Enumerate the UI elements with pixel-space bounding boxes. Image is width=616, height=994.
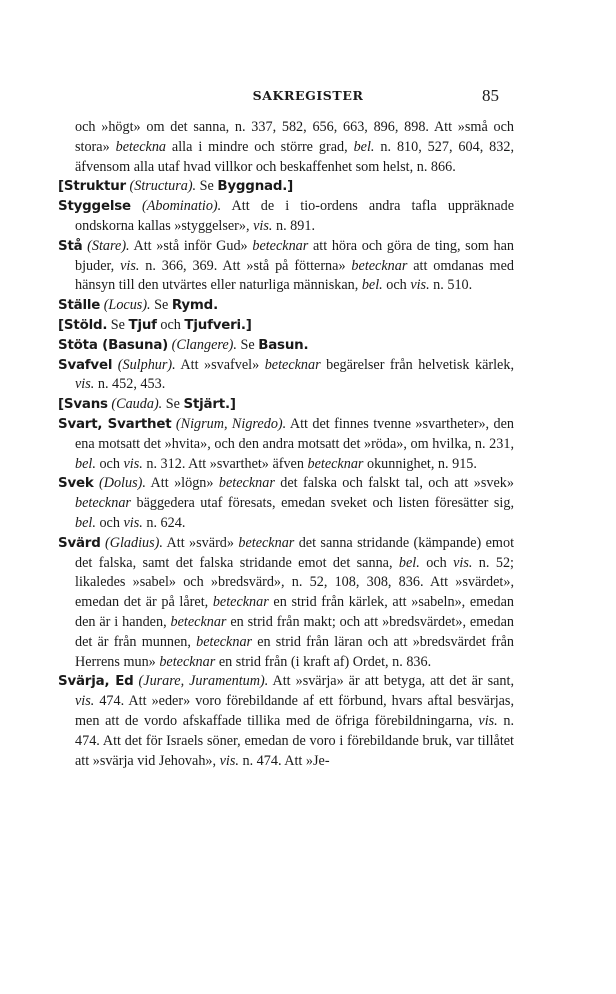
entry-svafvel: Svafvel (Sulphur). Att »svafvel» betecknar begärelser från helvetisk kärlek, vis. n. 452, 453. (58, 356, 514, 393)
entry-svarja: Svärja, Ed (Jurare, Juramentum). Att »svärja» är att betyga, att det är sant, vis. 474. Att »eder» voro förebildande af ett förbund, hvars aftal besvärjas, men att de vordo afskaffade tillika med de öfriga förebildningarna, vis. n. 474. Att det för Israels söner, emedan de voro i förebildande bruk, var tillåtet att »svärja vid Jehovah», vis. n. 474. Att »Je- (58, 673, 515, 769)
cross-reference: Rymd. (171, 298, 218, 314)
cross-reference: Tjuf (128, 317, 157, 333)
headword: Stå (58, 238, 83, 254)
cross-reference: Tjufveri.] (184, 317, 252, 333)
entry-svek: Svek (Dolus). Att »lögn» betecknar det falska och falskt tal, och att »svek» betecknar bäggedera utaf föresats, emedan sveket och listen föresätter sig, bel. och vis. n. 624. (58, 475, 514, 531)
headword: Svart, Svarthet (58, 416, 172, 432)
entry-sta: Stå (Stare). Att »stå inför Gud» betecknar att höra och göra de ting, som han bjuder, vis. n. 366, 369. Att »stå på fötterna» betecknar att omdanas med hänsyn till den utvärtes eller naturliga människan, bel. och vis. n. 510. (58, 237, 514, 294)
headword: Svärd (58, 535, 101, 551)
headword: Stöta (Basuna) (58, 337, 169, 353)
entry-stota: Stöta (Basuna) (Clangere). Se Basun. (58, 336, 309, 353)
headword: Ställe (58, 298, 101, 314)
cross-reference: Basun. (258, 337, 309, 353)
entry-svart: Svart, Svarthet (Nigrum, Nigredo). Att det finnes tvenne »svartheter», den ena motsatt det »hvita», och den andra motsatt det »röda», om hvilka, n. 231, bel. och vis. n. 312. Att »svarthet» äfven betecknar okunnighet, n. 915. (58, 415, 514, 472)
headword: [Stöld. (58, 317, 108, 333)
entry-stalle: Ställe (Locus). Se Rymd. (58, 297, 218, 314)
page-number: 85 (482, 86, 499, 105)
headword: Svärja, Ed (58, 674, 134, 690)
entry-svard: Svärd (Gladius). Att »svärd» betecknar det sanna stridande (kämpande) emot det falska, samt det falska stridande emot det sanna, bel. och vis. n. 52; likaledes »sabel» och »bredsvärd», n. 52, 108, 308, 836. Att »svärdet», emedan det är på låret, betecknar en strid från kärlek, att »sabeln», emedan den är i handen, betecknar en strid från makt; och att »bredsvärdet», emedan det är från munnen, betecknar en strid från läran och att »bredsvärdet från Herrens mun» betecknar en strid från (i kraft af) Ordet, n. 836. (58, 534, 515, 670)
headword: Svek (58, 476, 94, 492)
headword: Styggelse (58, 199, 131, 215)
page-header (0, 86, 616, 110)
entry-svans: [Svans (Cauda). Se Stjärt.] (58, 396, 236, 413)
headword: [Svans (58, 397, 108, 413)
headword: [Struktur (58, 179, 126, 195)
headword: Svafvel (58, 357, 113, 373)
running-title: SAKREGISTER (252, 88, 364, 103)
entry-continuation: och »högt» om det sanna, n. 337, 582, 656, 663, 896, 898. Att »små och stora» beteckna alla i mindre och större grad, bel. n. 810, 527, 604, 832, äfvensom alla utaf hvad villkor och beskaffenhet som helst, n. 866. (75, 119, 514, 175)
entry-styggelse: Styggelse (Abominatio). Att de i tio-ordens andra tafla uppräknade ondskorna kallas »styggelser», vis. n. 891. (58, 198, 515, 234)
entry-struktur: [Struktur (Structura). Se Byggnad.] (58, 178, 294, 195)
cross-reference: Stjärt.] (183, 397, 236, 413)
index-body (58, 118, 514, 771)
entry-stold: [Stöld. Se Tjuf och Tjufveri.] (58, 316, 252, 333)
cross-reference: Byggnad.] (217, 179, 294, 195)
